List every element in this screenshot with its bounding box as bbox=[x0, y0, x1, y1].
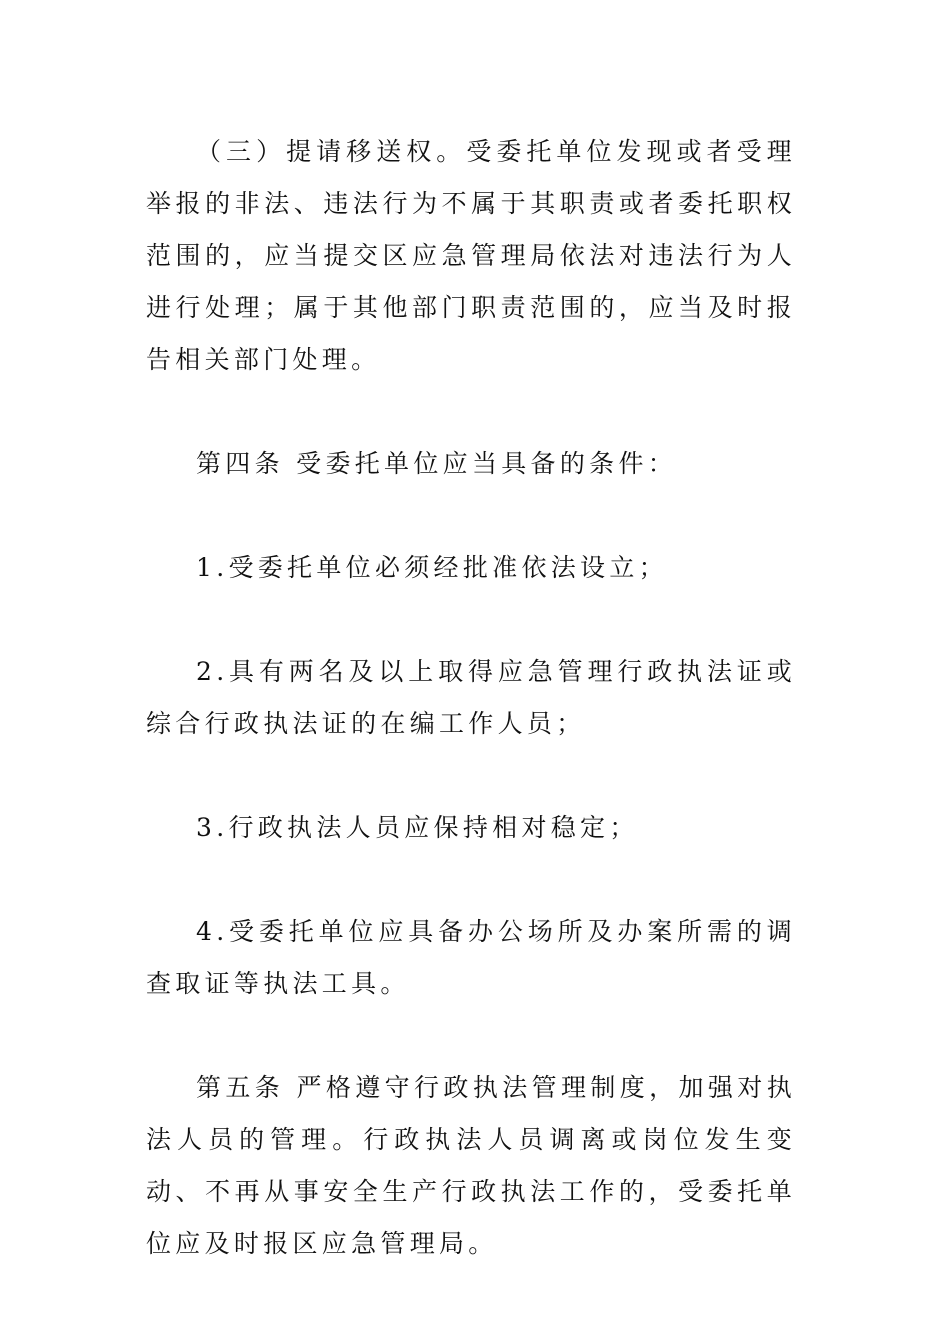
paragraph-article-four: 第四条 受委托单位应当具备的条件： bbox=[196, 449, 678, 478]
paragraph-condition-2: 2.具有两名及以上取得应急管理行政执法证或综合行政执法证的在编工作人员； bbox=[146, 657, 796, 738]
paragraph-spacer bbox=[146, 386, 796, 438]
paragraph-spacer bbox=[146, 1010, 796, 1062]
paragraph-spacer bbox=[146, 490, 796, 542]
paragraph-spacer bbox=[146, 594, 796, 646]
document-body bbox=[146, 126, 796, 1270]
paragraph-condition-4: 4.受委托单位应具备办公场所及办案所需的调查取证等执法工具。 bbox=[146, 917, 796, 998]
paragraph-condition-3: 3.行政执法人员应保持相对稳定； bbox=[196, 813, 639, 842]
paragraph-spacer bbox=[146, 854, 796, 906]
paragraph-spacer bbox=[146, 750, 796, 802]
paragraph-right-of-transfer: （三）提请移送权。受委托单位发现或者受理举报的非法、违法行为不属于其职责或者委托职权范围的，应当提交区应急管理局依法对违法行为人进行处理；属于其他部门职责范围的，应当及时报告相关部门处理。 bbox=[146, 137, 796, 374]
paragraph-condition-1: 1.受委托单位必须经批准依法设立； bbox=[196, 553, 668, 582]
paragraph-article-five: 第五条 严格遵守行政执法管理制度，加强对执法人员的管理。行政执法人员调离或岗位发生变动、不再从事安全生产行政执法工作的，受委托单位应及时报区应急管理局。 bbox=[146, 1073, 796, 1258]
